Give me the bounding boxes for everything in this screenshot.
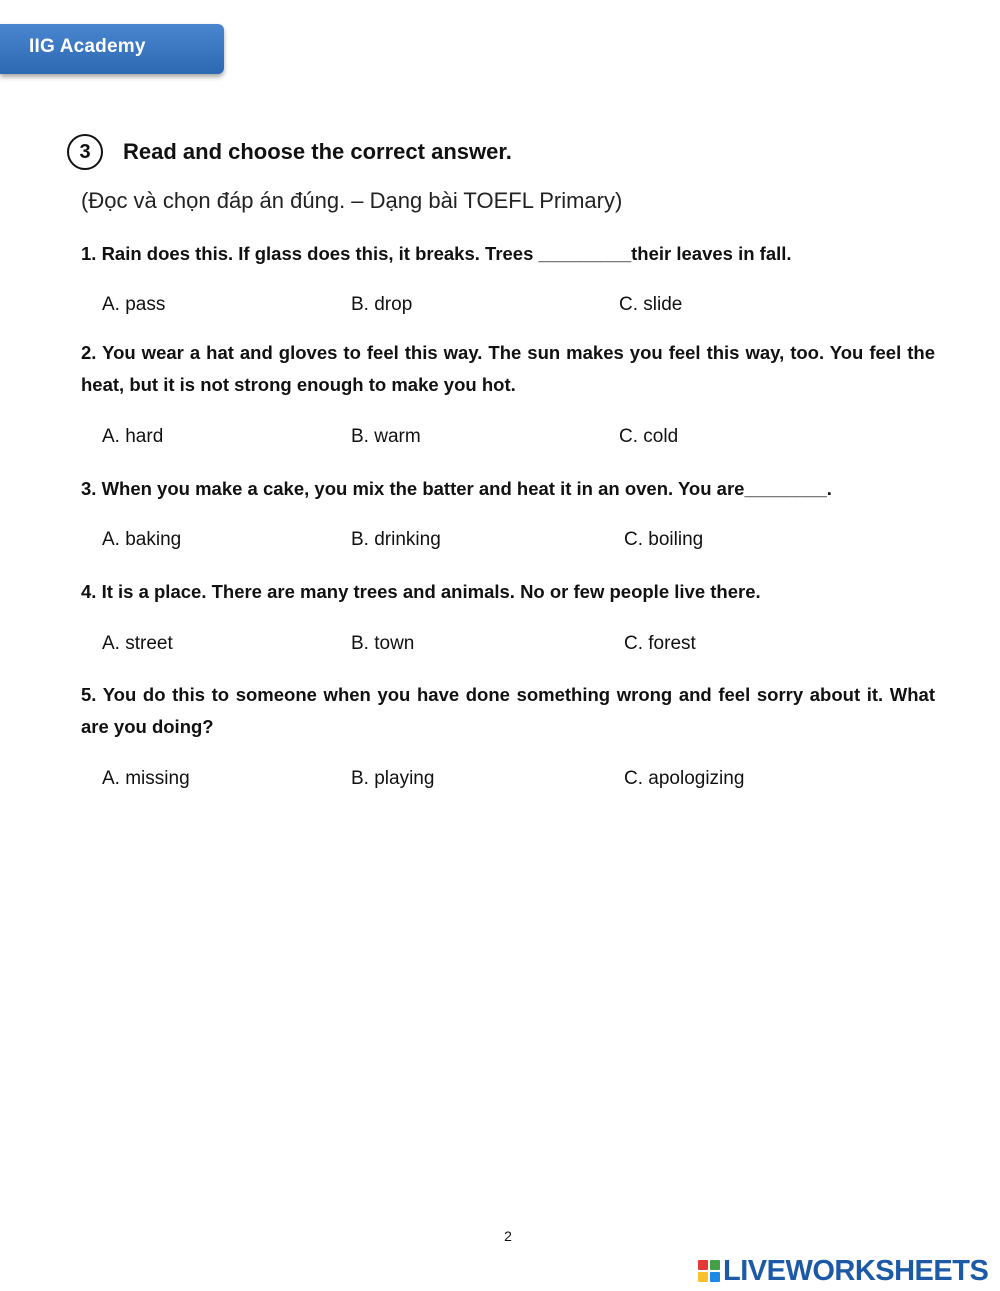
option-c[interactable]: C. cold xyxy=(619,426,679,447)
question-3: 3. When you make a cake, you mix the batter and heat it in an oven. You are________. xyxy=(81,478,832,499)
question-2: 2. You wear a hat and gloves to feel this way. The sun makes you feel this way, too. You feel the heat, but it is not strong enough to make you hot. xyxy=(81,342,935,395)
question-2-options xyxy=(102,422,902,452)
section-number-badge: 3 xyxy=(67,134,103,170)
option-a[interactable]: A. hard xyxy=(102,426,164,447)
option-a[interactable]: A. street xyxy=(102,633,173,654)
option-b[interactable]: B. warm xyxy=(351,426,421,447)
option-b[interactable]: B. playing xyxy=(351,768,435,789)
option-a[interactable]: A. missing xyxy=(102,768,190,789)
option-b[interactable]: B. town xyxy=(351,633,415,654)
option-c[interactable]: C. boiling xyxy=(624,529,704,550)
question-4: 4. It is a place. There are many trees and animals. No or few people live there. xyxy=(81,581,761,602)
option-c[interactable]: C. apologizing xyxy=(624,768,745,789)
section-subtitle: (Đọc và chọn đáp án đúng. – Dạng bài TOEFL Primary) xyxy=(81,188,623,213)
option-b[interactable]: B. drinking xyxy=(351,529,441,550)
option-a[interactable]: A. pass xyxy=(102,294,166,315)
question-5-options xyxy=(102,764,902,794)
option-b[interactable]: B. drop xyxy=(351,294,413,315)
question-4-options xyxy=(102,629,902,659)
brand-tab xyxy=(0,24,224,74)
logo-blocks-icon xyxy=(698,1260,720,1282)
brand-name: IIG Academy xyxy=(29,36,146,57)
page-number: 2 xyxy=(504,1228,512,1244)
section-title: Read and choose the correct answer. xyxy=(123,139,512,164)
option-a[interactable]: A. baking xyxy=(102,529,182,550)
option-c[interactable]: C. slide xyxy=(619,294,683,315)
section-header xyxy=(67,132,512,172)
logo-text: LIVEWORKSHEETS xyxy=(723,1254,989,1287)
question-3-options xyxy=(102,525,902,555)
question-5: 5. You do this to someone when you have done something wrong and feel sorry about it. What are you doing? xyxy=(81,684,935,737)
question-1: 1. Rain does this. If glass does this, it breaks. Trees _________their leaves in fall. xyxy=(81,243,792,264)
option-c[interactable]: C. forest xyxy=(624,633,696,654)
question-1-options xyxy=(102,290,902,320)
liveworksheets-logo xyxy=(698,1254,988,1288)
